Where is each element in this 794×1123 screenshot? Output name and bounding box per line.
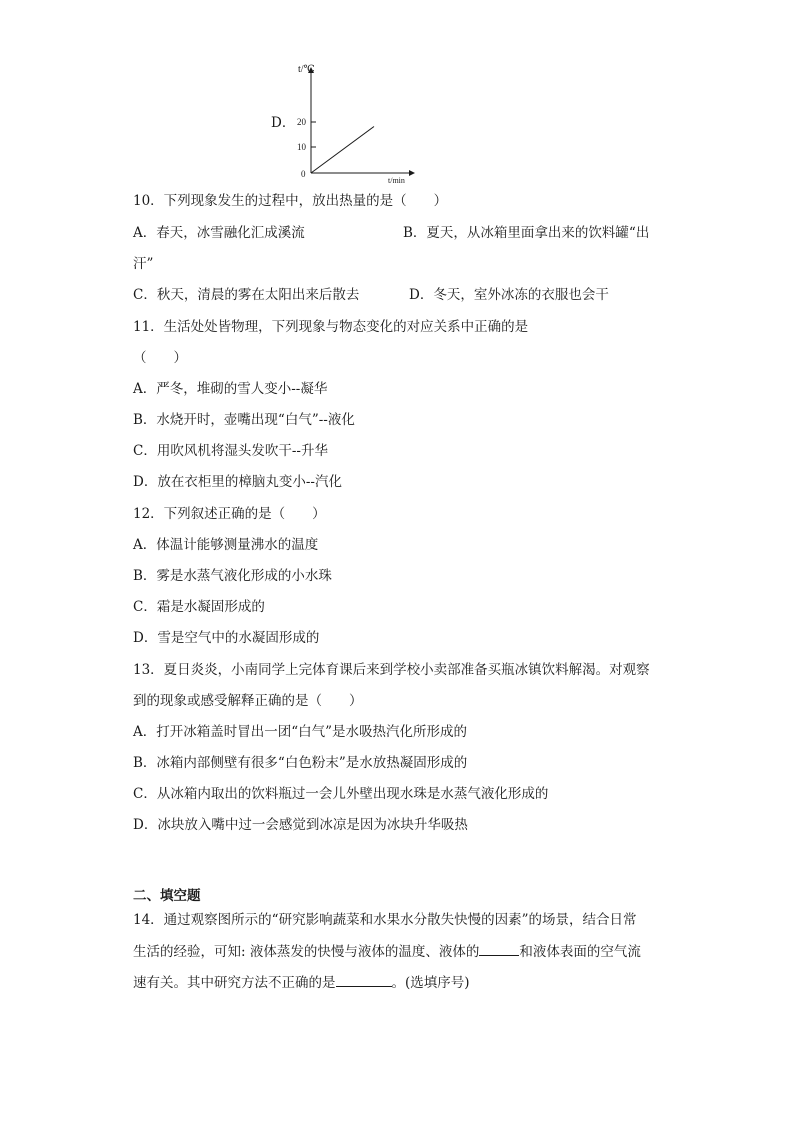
q12-stem: 12．下列叙述正确的是（ ） (133, 506, 326, 522)
x-axis-label: t/min (388, 176, 405, 185)
q10-option-a: A．春天，冰雪融化汇成溪流 (133, 225, 305, 241)
q10-option-b-line2: 汗” (133, 256, 154, 272)
q13-option-c: C．从冰箱内取出的饮料瓶过一会儿外壁出现水珠是水蒸气液化形成的 (133, 786, 549, 802)
q13-option-b: B．冰箱内部侧壁有很多“白色粉末”是水放热凝固形成的 (133, 755, 468, 771)
q13-option-a: A．打开冰箱盖时冒出一团“白气”是水吸热汽化所形成的 (133, 724, 468, 740)
q12-option-b: B．雾是水蒸气液化形成的小水珠 (133, 568, 332, 584)
q14-line3-text-b: 。(选填序号) (391, 975, 470, 991)
q11-stem: 11．生活处处皆物理，下列现象与物态变化的对应关系中正确的是 (133, 319, 529, 335)
q14-line1: 14．通过观察图所示的“研究影响蔬菜和水果水分散失快慢的因素”的场景，结合日常 (133, 912, 637, 928)
q14-line2 (133, 942, 641, 961)
q11-option-b: B．水烧开时，壶嘴出现“白气”--液化 (133, 412, 355, 428)
section-title-fill-in: 二、填空题 (133, 888, 201, 904)
option-d-label: D． (271, 115, 296, 131)
q11-option-c: C．用吹风机将湿头发吹干--升华 (133, 443, 328, 459)
y-axis-label: t/℃ (298, 64, 315, 75)
q14-line3-text-a: 速有关。其中研究方法不正确的是 (133, 975, 336, 991)
q14-line2-text-b: 和液体表面的空气流 (519, 944, 641, 960)
tick-label-10: 10 (297, 142, 306, 152)
q10-option-c: C．秋天，清晨的雾在太阳出来后散去 (133, 287, 360, 303)
q10-stem: 10．下列现象发生的过程中，放出热量的是（ ） (133, 193, 448, 209)
series-line (311, 127, 374, 174)
q12-option-a: A．体温计能够测量沸水的温度 (133, 537, 319, 553)
q13-option-d: D．冰块放入嘴中过一会感觉到冰凉是因为冰块升华吸热 (133, 817, 468, 833)
q10-option-d: D．冬天，室外冰冻的衣服也会干 (409, 287, 609, 303)
q14-answer-blank-2[interactable] (336, 973, 392, 987)
tick-label-20: 20 (297, 117, 306, 127)
q12-option-d: D．雪是空气中的水凝固形成的 (133, 630, 320, 646)
q14-answer-blank-1[interactable] (479, 942, 519, 956)
q11-option-a: A．严冬，堆砌的雪人变小--凝华 (133, 381, 328, 397)
q10-option-b-line1: B．夏天，从冰箱里面拿出来的饮料罐“出 (403, 225, 650, 241)
q13-stem-line1: 13．夏日炎炎，小南同学上完体育课后来到学校小卖部准备买瓶冰镇饮料解渴。对观察 (133, 662, 650, 678)
q12-option-c: C．霜是水凝固形成的 (133, 599, 265, 615)
q11-paren: （ ） (133, 350, 187, 366)
q13-stem-line2: 到的现象或感受解释正确的是（ ） (133, 693, 363, 709)
origin-label: 0 (301, 169, 306, 179)
q11-option-d: D．放在衣柜里的樟脑丸变小--汽化 (133, 474, 342, 490)
q14-line2-text-a: 生活的经验，可知: 液体蒸发的快慢与液体的温度、液体的 (133, 944, 480, 960)
q14-line3 (133, 973, 470, 992)
temperature-time-graph (290, 60, 420, 185)
